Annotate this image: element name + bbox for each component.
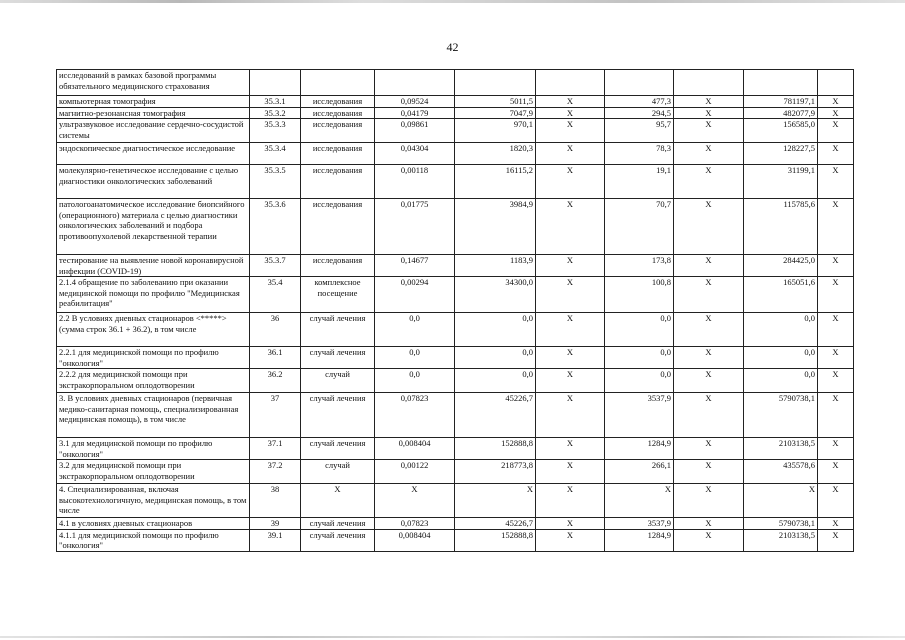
data-table [56,69,854,552]
row-unit: случай лечения [301,393,375,438]
row-value-2: 45226,7 [455,393,536,438]
row-value-5: X [674,313,744,347]
table-row [57,484,854,518]
row-value-1: X [375,484,455,518]
table-row [57,70,854,96]
row-unit: случай лечения [301,518,375,530]
row-name: патологоанатомическое исследование биопсийного (операционного) материала с целью диагностики онкологических заболеваний и подбора противоопухолевой лекарственной терапии [57,199,250,255]
row-value-1: 0,04179 [375,107,455,119]
row-value-4: 1284,9 [605,529,674,551]
row-code: 37 [250,393,301,438]
row-unit: случай лечения [301,347,375,369]
row-value-6: 0,0 [744,313,818,347]
table-row [57,143,854,165]
row-value-7: X [818,143,854,165]
row-value-5: X [674,484,744,518]
row-value-7: X [818,313,854,347]
row-unit: исследования [301,165,375,199]
row-value-4: 294,5 [605,107,674,119]
row-unit: исследования [301,107,375,119]
row-name: ультразвуковое исследование сердечно-сосудистой системы [57,119,250,143]
row-unit: случай лечения [301,313,375,347]
row-value-1: 0,0 [375,347,455,369]
row-name: 4.1 в условиях дневных стационаров [57,518,250,530]
row-code: 37.1 [250,438,301,460]
row-value-6: 128227,5 [744,143,818,165]
row-value-7: X [818,165,854,199]
row-value-5: X [674,393,744,438]
row-value-7: X [818,393,854,438]
row-code: 36.2 [250,369,301,393]
table-row [57,255,854,277]
row-code: 35.3.3 [250,119,301,143]
row-value-3: X [536,460,605,484]
row-value-1: 0,09524 [375,96,455,108]
row-unit: случай лечения [301,438,375,460]
row-value-1: 0,01775 [375,199,455,255]
row-name: 4.1.1 для медицинской помощи по профилю "онкология" [57,529,250,551]
row-value-6: X [744,484,818,518]
row-value-4: 70,7 [605,199,674,255]
row-name: 2.2 В условиях дневных стационаров <*****> (сумма строк 36.1 + 36.2), в том числе [57,313,250,347]
row-value-3: X [536,107,605,119]
row-value-7: X [818,460,854,484]
row-value-3 [536,70,605,96]
page-number: 42 [446,40,459,54]
row-value-3: X [536,165,605,199]
row-value-7: X [818,484,854,518]
row-value-3: X [536,277,605,313]
row-value-2 [455,70,536,96]
row-value-3: X [536,369,605,393]
row-value-6: 31199,1 [744,165,818,199]
row-code: 35.3.2 [250,107,301,119]
row-value-4: 0,0 [605,347,674,369]
row-value-6: 115785,6 [744,199,818,255]
row-value-4: 100,8 [605,277,674,313]
row-value-5: X [674,518,744,530]
row-value-3: X [536,438,605,460]
table-row [57,347,854,369]
row-value-7: X [818,277,854,313]
row-unit: исследования [301,119,375,143]
row-code: 37.2 [250,460,301,484]
table-row [57,199,854,255]
row-value-3: X [536,119,605,143]
row-value-4: X [605,484,674,518]
row-value-1: 0,00122 [375,460,455,484]
row-value-2: 5011,5 [455,96,536,108]
row-value-1: 0,14677 [375,255,455,277]
table-row [57,438,854,460]
row-name: магнитно-резонансная томография [57,107,250,119]
table-row [57,393,854,438]
row-name: 2.2.2 для медицинской помощи при экстракорпоральном оплодотворении [57,369,250,393]
row-value-5: X [674,199,744,255]
row-name: молекулярно-генетическое исследование с целью диагностики онкологических заболеваний [57,165,250,199]
row-value-3: X [536,529,605,551]
row-value-2: 218773,8 [455,460,536,484]
row-value-1: 0,008404 [375,438,455,460]
row-value-6 [744,70,818,96]
row-value-4: 173,8 [605,255,674,277]
row-value-6: 2103138,5 [744,438,818,460]
row-value-7: X [818,347,854,369]
row-value-5: X [674,438,744,460]
row-value-3: X [536,484,605,518]
row-value-2: 152888,8 [455,438,536,460]
row-value-2: X [455,484,536,518]
row-value-5: X [674,119,744,143]
row-value-6: 156585,0 [744,119,818,143]
row-value-2: 970,1 [455,119,536,143]
row-value-1: 0,00118 [375,165,455,199]
row-code: 36.1 [250,347,301,369]
row-code [250,70,301,96]
row-value-4: 95,7 [605,119,674,143]
row-unit: исследования [301,143,375,165]
row-value-7: X [818,518,854,530]
row-value-5: X [674,369,744,393]
row-name: компьютерная томография [57,96,250,108]
row-value-7: X [818,529,854,551]
row-code: 35.3.6 [250,199,301,255]
table-row [57,96,854,108]
row-code: 35.3.4 [250,143,301,165]
row-value-7 [818,70,854,96]
row-value-6: 165051,6 [744,277,818,313]
row-value-7: X [818,107,854,119]
row-value-7: X [818,255,854,277]
row-unit [301,70,375,96]
table-row [57,313,854,347]
row-value-1: 0,07823 [375,518,455,530]
row-value-4: 0,0 [605,313,674,347]
row-value-5: X [674,143,744,165]
row-value-3: X [536,393,605,438]
row-name: 3. В условиях дневных стационаров (первичная медико-санитарная помощь, специализированная медицинская помощь), в том числе [57,393,250,438]
table-body [57,70,854,552]
row-unit: исследования [301,255,375,277]
row-value-3: X [536,143,605,165]
row-value-2: 45226,7 [455,518,536,530]
row-value-2: 152888,8 [455,529,536,551]
row-value-6: 5790738,1 [744,393,818,438]
scan-edge-bottom [0,636,905,638]
table-row [57,460,854,484]
row-code: 39.1 [250,529,301,551]
row-value-4: 1284,9 [605,438,674,460]
row-value-2: 1820,3 [455,143,536,165]
row-value-6: 435578,6 [744,460,818,484]
table-row [57,119,854,143]
row-value-4 [605,70,674,96]
row-value-5 [674,70,744,96]
row-value-4: 3537,9 [605,393,674,438]
row-value-4: 477,3 [605,96,674,108]
row-code: 35.3.7 [250,255,301,277]
row-name: 4. Специализированная, включая высокотехнологичную, медицинская помощь, в том числе [57,484,250,518]
row-value-1: 0,008404 [375,529,455,551]
row-code: 35.3.1 [250,96,301,108]
row-value-1 [375,70,455,96]
row-value-2: 0,0 [455,347,536,369]
row-unit: комплексное посещение [301,277,375,313]
row-value-5: X [674,165,744,199]
row-value-7: X [818,199,854,255]
row-unit: случай [301,460,375,484]
row-value-7: X [818,119,854,143]
row-value-5: X [674,96,744,108]
row-value-3: X [536,347,605,369]
row-value-3: X [536,313,605,347]
row-value-4: 3537,9 [605,518,674,530]
row-value-5: X [674,347,744,369]
row-value-5: X [674,460,744,484]
row-value-1: 0,09861 [375,119,455,143]
row-value-1: 0,07823 [375,393,455,438]
row-value-6: 2103138,5 [744,529,818,551]
row-code: 35.4 [250,277,301,313]
row-value-4: 19,1 [605,165,674,199]
row-value-1: 0,0 [375,313,455,347]
table-row [57,107,854,119]
row-unit: исследования [301,199,375,255]
table-row [57,518,854,530]
row-name: эндоскопическое диагностическое исследование [57,143,250,165]
row-value-6: 482077,9 [744,107,818,119]
row-value-2: 0,0 [455,313,536,347]
row-value-2: 3984,9 [455,199,536,255]
row-value-3: X [536,255,605,277]
row-code: 39 [250,518,301,530]
row-name: 2.1.4 обращение по заболеванию при оказании медицинской помощи по профилю "Медицинская реабилитация" [57,277,250,313]
row-value-5: X [674,529,744,551]
row-code: 38 [250,484,301,518]
row-name: 2.2.1 для медицинской помощи по профилю "онкология" [57,347,250,369]
row-value-3: X [536,96,605,108]
row-value-1: 0,0 [375,369,455,393]
scan-edge-top [0,0,905,3]
row-value-1: 0,00294 [375,277,455,313]
row-value-2: 34300,0 [455,277,536,313]
row-value-2: 1183,9 [455,255,536,277]
row-value-6: 0,0 [744,347,818,369]
row-value-1: 0,04304 [375,143,455,165]
row-code: 36 [250,313,301,347]
row-unit: X [301,484,375,518]
row-value-5: X [674,277,744,313]
row-value-6: 284425,0 [744,255,818,277]
row-value-3: X [536,518,605,530]
row-value-7: X [818,438,854,460]
row-value-5: X [674,255,744,277]
row-name: 3.1 для медицинской помощи по профилю "онкология" [57,438,250,460]
row-value-7: X [818,369,854,393]
row-value-4: 266,1 [605,460,674,484]
row-code: 35.3.5 [250,165,301,199]
row-unit: случай лечения [301,529,375,551]
row-value-2: 7047,9 [455,107,536,119]
table-row [57,529,854,551]
row-name: тестирование на выявление новой коронавирусной инфекции (COVID-19) [57,255,250,277]
table-row [57,165,854,199]
table-row [57,277,854,313]
row-value-4: 0,0 [605,369,674,393]
row-name: исследований в рамках базовой программы обязательного медицинского страхования [57,70,250,96]
row-unit: исследования [301,96,375,108]
row-value-3: X [536,199,605,255]
row-value-5: X [674,107,744,119]
row-value-7: X [818,96,854,108]
table-row [57,369,854,393]
row-value-6: 781197,1 [744,96,818,108]
row-value-6: 0,0 [744,369,818,393]
row-value-4: 78,3 [605,143,674,165]
row-value-2: 0,0 [455,369,536,393]
row-unit: случай [301,369,375,393]
row-value-2: 16115,2 [455,165,536,199]
row-name: 3.2 для медицинской помощи при экстракорпоральном оплодотворении [57,460,250,484]
row-value-6: 5790738,1 [744,518,818,530]
